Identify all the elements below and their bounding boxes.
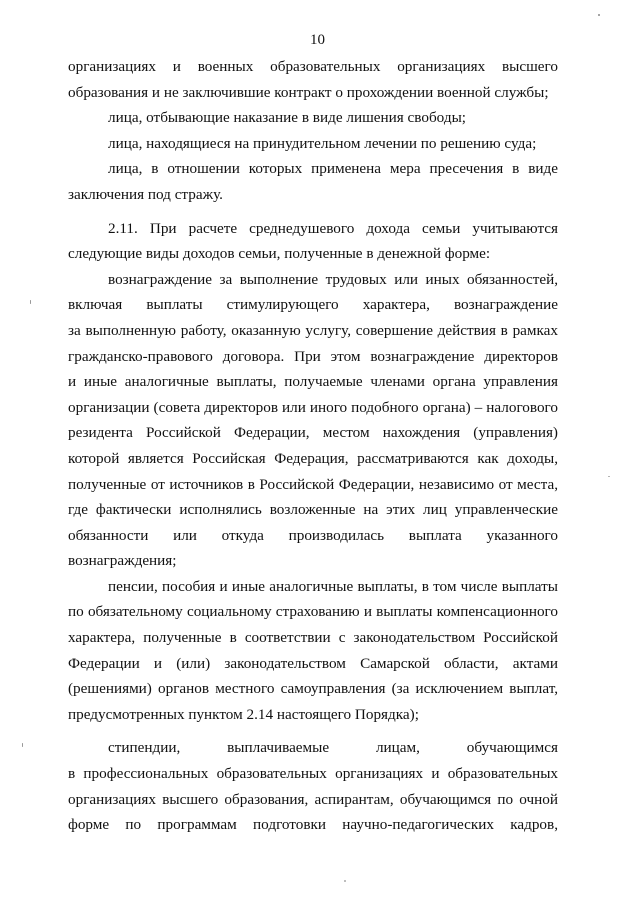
text-line: лица, в отношении которых применена мера пресечения в виде bbox=[108, 160, 558, 178]
text-line: за выполненную работу, оказанную услугу, совершение действия в рамках bbox=[68, 321, 558, 339]
scan-speck bbox=[608, 476, 610, 477]
text-line: организации (совета директоров или иного подобного органа) – налогового bbox=[68, 398, 558, 416]
text-line: по обязательному социальному страхованию и выплаты компенсационного bbox=[68, 603, 558, 621]
text-line: лица, находящиеся на принудительном лечении по решению суда; bbox=[108, 134, 537, 152]
text-line: (решениями) органов местного самоуправления (за исключением выплат, bbox=[68, 680, 558, 698]
body-text bbox=[68, 54, 558, 838]
text-line: организациях и военных образовательных организациях высшего bbox=[68, 58, 558, 75]
scan-speck bbox=[598, 14, 600, 16]
text-line: гражданско-правового договора. При этом вознаграждение директоров bbox=[68, 347, 558, 365]
text-line: форме по программам подготовки научно-педагогических кадров, bbox=[68, 816, 558, 834]
text-line: 2.11. При расчете среднедушевого дохода семьи учитываются bbox=[108, 219, 558, 237]
text-line: заключения под стражу. bbox=[68, 185, 223, 203]
scan-speck bbox=[22, 743, 23, 747]
scan-speck bbox=[30, 300, 31, 304]
text-line: вознаграждения; bbox=[68, 552, 177, 570]
text-line: где фактически исполнялись возложенные на этих лиц управленческие bbox=[68, 501, 558, 519]
text-line: лица, отбывающие наказание в виде лишения свободы; bbox=[108, 109, 466, 127]
text-line: образования и не заключившие контракт о прохождении военной службы; bbox=[68, 83, 549, 101]
text-line: которой является Российская Федерация, рассматриваются как доходы, bbox=[68, 449, 558, 467]
text-line: организациях высшего образования, аспирантам, обучающимся по очной bbox=[68, 790, 558, 808]
text-line: обязанности или откуда производилась выплата указанного bbox=[68, 526, 558, 544]
text-line: пенсии, пособия и иные аналогичные выплаты, в том числе выплаты bbox=[108, 577, 558, 595]
text-line: и иные аналогичные выплаты, получаемые членами органа управления bbox=[68, 373, 558, 391]
text-line: следующие виды доходов семьи, полученные в денежной форме: bbox=[68, 245, 491, 263]
text-line: полученные от источников в Российской Федерации, независимо от места, bbox=[68, 475, 558, 493]
text-line: в профессиональных образовательных организациях и образовательных bbox=[68, 765, 558, 783]
text-line: характера, полученные в соответствии с законодательством Российской bbox=[68, 629, 558, 647]
text-line: резидента Российской Федерации, местом нахождения (управления) bbox=[68, 424, 558, 442]
text-line: предусмотренных пунктом 2.14 настоящего Порядка); bbox=[68, 705, 419, 723]
page-number: 10 bbox=[310, 32, 325, 48]
text-line: включая выплаты стимулирующего характера, вознаграждение bbox=[68, 296, 558, 314]
text-line: вознаграждение за выполнение трудовых или иных обязанностей, bbox=[108, 270, 558, 288]
text-line: стипендии, выплачиваемые лицам, обучающимся bbox=[108, 739, 558, 757]
scan-speck bbox=[344, 880, 346, 882]
text-line: Федерации и (или) законодательством Самарской области, актами bbox=[68, 654, 558, 672]
